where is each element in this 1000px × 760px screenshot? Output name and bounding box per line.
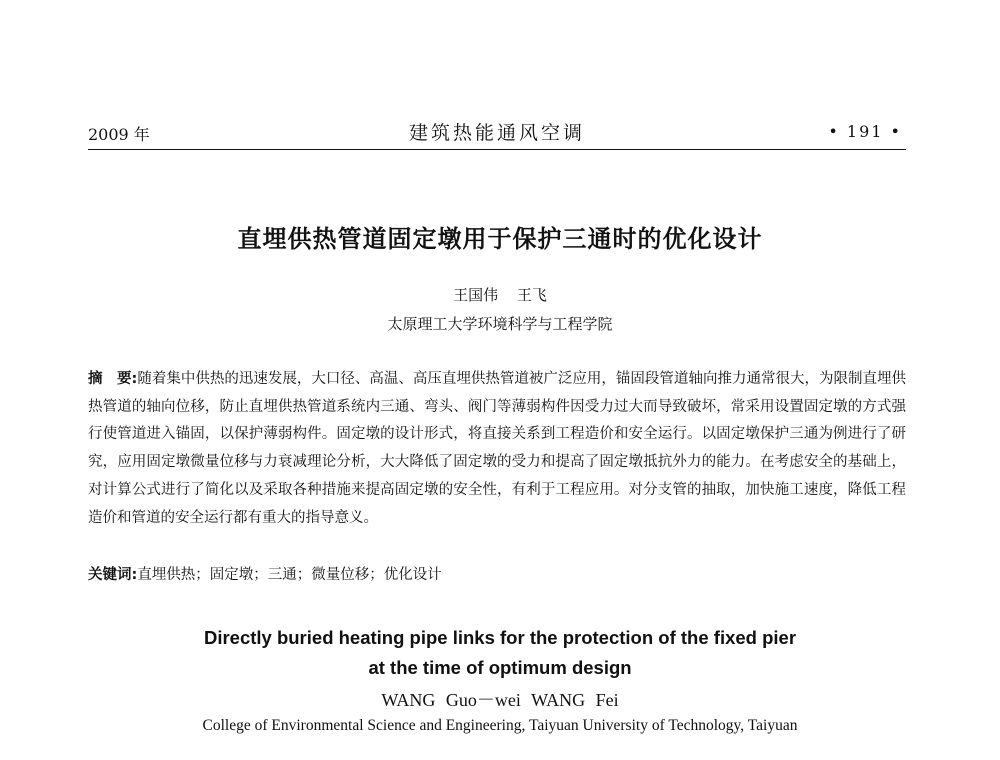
keywords-chinese <box>88 563 906 584</box>
paper-title-chinese: 直埋供热管道固定墩用于保护三通时的优化设计 <box>237 225 763 253</box>
abstract-chinese <box>88 366 906 532</box>
keywords-label: 关键词: <box>88 567 138 583</box>
paper-title-english-line-2: at the time of optimum design <box>368 657 632 678</box>
authors-chinese: 王国伟 王飞 <box>453 286 547 304</box>
header-page-number: • 191 • <box>828 122 902 141</box>
abstract-text: 随着集中供热的迅速发展，大口径、高温、高压直埋供热管道被广泛应用，锚固段管道轴向推力通常很大，为限制直埋供热管道的轴向位移，防止直埋供热管道系统内三通、弯头、阀门等薄弱构件因受力过大而导致破坏，常采用设置固定墩的方式强行使管道进入锚固，以保护薄弱构件。固定墩的设计形式，将直接关系到工程造价和安全运行。以固定墩保护三通为例进行了研究，应用固定墩微量位移与力衰减理论分析，大大降低了固定墩的受力和提高了固定墩抵抗外力的能力。在考虑安全的基础上，对计算公式进行了简化以及采取各种措施来提高固定墩的安全性，有利于工程应用。对分支管的抽取，加快施工速度，降低工程造价和管道的安全运行都有重大的指导意义。 <box>88 371 906 526</box>
abstract-label: 摘 要: <box>88 371 138 387</box>
header-rule <box>88 149 906 150</box>
affiliation-english: College of Environmental Science and Engineering, Taiyuan University of Technology, Taiyuan <box>202 717 798 734</box>
authors-english: WANG Guo－wei WANG Fei <box>381 690 619 710</box>
running-header <box>88 112 906 148</box>
keywords-text: 直埋供热；固定墩；三通；微量位移；优化设计 <box>137 567 442 583</box>
paper-title-english <box>0 623 1000 683</box>
header-year: 2009 年 <box>88 125 150 144</box>
affiliation-chinese: 太原理工大学环境科学与工程学院 <box>387 315 613 333</box>
paper-title-english-line-1: Directly buried heating pipe links for the protection of the fixed pier <box>203 627 797 648</box>
header-journal-name: 建筑热能通风空调 <box>408 122 585 144</box>
